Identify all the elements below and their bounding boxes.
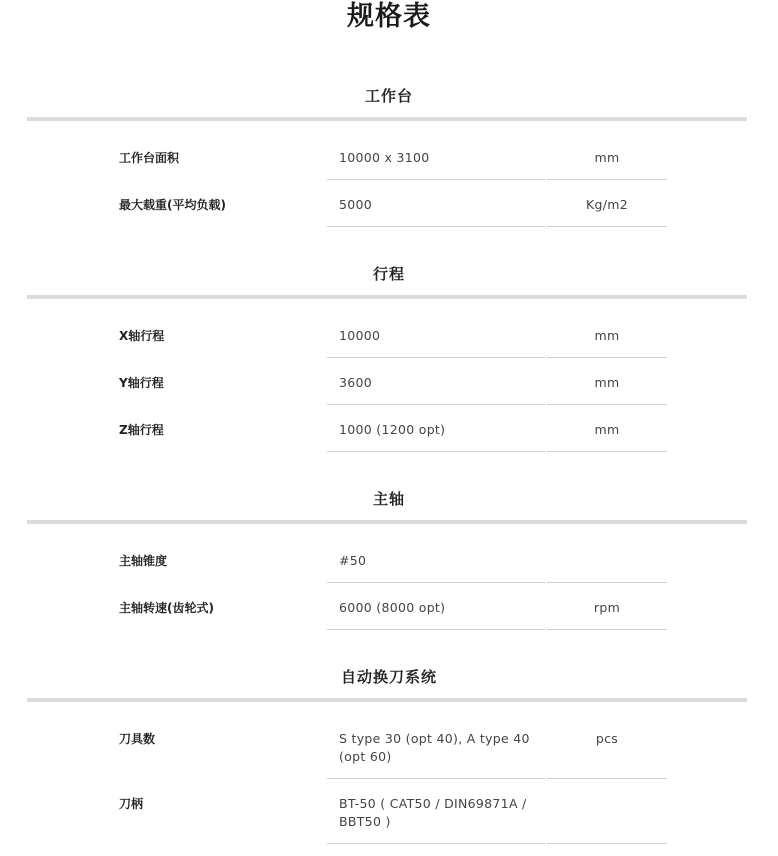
section-title: 主轴 <box>372 490 405 508</box>
row-divider <box>547 357 667 358</box>
section-spindle <box>0 489 778 509</box>
row-divider <box>327 451 545 452</box>
row-divider <box>327 404 545 405</box>
row-divider <box>547 778 667 779</box>
spec-value: 10000 x 3100 <box>339 150 430 165</box>
spec-unit: mm <box>594 328 620 343</box>
row-divider <box>547 179 667 180</box>
row-divider <box>327 179 545 180</box>
spec-label: 最大载重(平均负载) <box>119 198 226 212</box>
section-title: 工作台 <box>364 87 413 105</box>
section-travel <box>0 264 778 284</box>
row-divider <box>547 404 667 405</box>
section-divider <box>27 295 747 299</box>
page-title: 规格表 <box>347 1 431 32</box>
spec-value: #50 <box>339 553 367 568</box>
spec-label: 刀具数 <box>119 732 156 746</box>
row-divider <box>547 226 667 227</box>
row-divider <box>327 843 545 844</box>
spec-label: Y轴行程 <box>119 376 164 390</box>
spec-label: 工作台面积 <box>119 151 180 165</box>
spec-unit: mm <box>594 422 620 437</box>
spec-label: 主轴转速(齿轮式) <box>119 601 214 615</box>
spec-value: 10000 <box>339 328 381 343</box>
section-divider <box>27 698 747 702</box>
section-title: 行程 <box>372 265 405 283</box>
spec-value: S type 30 (opt 40), A type 40 (opt 60) <box>339 731 530 764</box>
row-divider <box>327 226 545 227</box>
row-divider <box>547 843 667 844</box>
spec-unit: Kg/m2 <box>586 197 628 212</box>
spec-unit: pcs <box>595 731 619 746</box>
row-divider <box>547 582 667 583</box>
row-divider <box>327 629 545 630</box>
section-title: 自动换刀系统 <box>340 668 437 686</box>
row-divider <box>547 629 667 630</box>
row-divider <box>547 451 667 452</box>
section-divider <box>27 520 747 524</box>
row-divider <box>327 357 545 358</box>
spec-value: 5000 <box>339 197 373 212</box>
spec-value: 6000 (8000 opt) <box>339 600 446 615</box>
spec-value: 3600 <box>339 375 373 390</box>
spec-unit: mm <box>594 150 620 165</box>
row-divider <box>327 582 545 583</box>
section-divider <box>27 117 747 121</box>
section-worktable <box>0 86 778 106</box>
spec-unit: mm <box>594 375 620 390</box>
spec-value: BT-50 ( CAT50 / DIN69871A / BBT50 ) <box>339 796 527 829</box>
spec-label: 刀柄 <box>119 797 144 811</box>
row-divider <box>327 778 545 779</box>
spec-label: 主轴锥度 <box>119 554 168 568</box>
spec-unit: rpm <box>593 600 621 615</box>
spec-label: Z轴行程 <box>119 423 164 437</box>
section-atc <box>0 667 778 687</box>
spec-value: 1000 (1200 opt) <box>339 422 446 437</box>
spec-label: X轴行程 <box>119 329 165 343</box>
